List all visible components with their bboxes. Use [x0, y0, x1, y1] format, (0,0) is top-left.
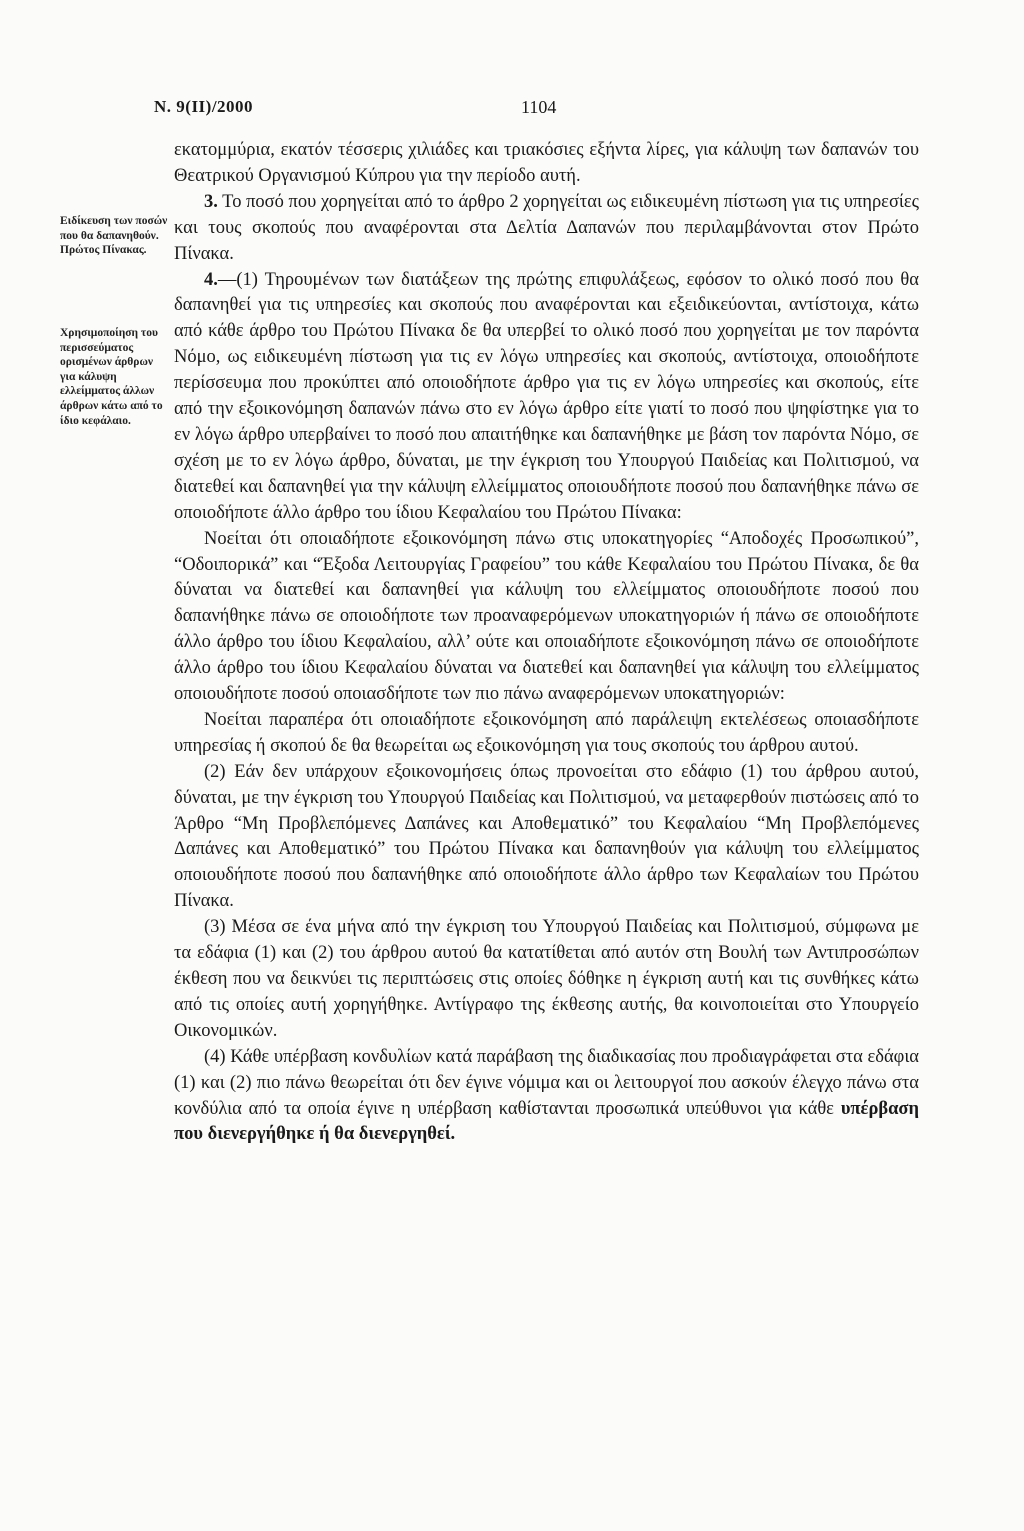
page-header	[154, 97, 574, 123]
article-4-subsection-2: (2) Εάν δεν υπάρχουν εξοικονομήσεις όπως προνοείται στο εδάφιο (1) του άρθρου αυτού, δύναται, με την έγκριση του Υπουργού Παιδείας και Πολιτισμού, να μεταφερθούν πιστώσεις από το Άρθρο “Μη Προβλεπόμενες Δαπάνες και Αποθεματικό” του Κεφαλαίου “Μη Προβλεπόμενες Δαπάνες και Αποθεματικό” του Πρώτου Πίνακα και δαπανηθούν για κάλυψη του ελλείμματος οποιουδήποτε ποσού που δαπανήθηκε από οποιοδήποτε άλλο άρθρο των Κεφαλαίων του Πρώτου Πίνακα.	[174, 761, 919, 912]
article-4-subsection-1	[174, 268, 919, 527]
article-4-subsection-4-bold-text: υπέρβαση που διενεργήθηκε ή θα διενεργηθεί.	[174, 1098, 919, 1145]
article-4-subsection-3: (3) Μέσα σε ένα μήνα από την έγκριση του Υπουργού Παιδείας και Πολιτισμού, σύμφωνα με τα εδάφια (1) και (2) του άρθρου αυτού θα κατατίθεται από αυτόν στη Βουλή των Αντιπροσώπων έκθεση που να δεικνύει τις περιπτώσεις στις οποίες δόθηκε η έγκριση αυτή και τις συνθήκες κάτω από τις οποίες αυτή χορηγήθηκε. Αντίγραφο της έκθεσης αυτής, θα κοινοποιείται στο Υπουργείο Οικονομικών.	[174, 917, 919, 1041]
article-4-subsection-4-text: (4) Κάθε υπέρβαση κονδυλίων κατά παράβαση της διαδικασίας που προδιαγράφεται στα εδάφια (1) και (2) πιο πάνω θεωρείται ότι δεν έγινε νόμιμα και οι λειτουργοί που ασκούν έλεγχο πάνω στα κονδύλια από τα οποία έγινε η υπέρβαση καθίστανται προσωπικά υπεύθυνοι για κάθε	[174, 1046, 919, 1119]
article-4-proviso-2: Νοείται παραπέρα ότι οποιαδήποτε εξοικονόμηση από παράλειψη εκτελέσεως οποιασδήποτε υπηρεσίας ή σκοπού δε θα θεωρείται ως εξοικονόμηση για τους σκοπούς του άρθρου αυτού.	[174, 709, 919, 756]
page-number: 1104	[521, 97, 557, 117]
article-3-text: Το ποσό που χορηγείται από το άρθρο 2 χορηγείται ως ειδικευμένη πίστωση για τις υπηρεσίες και τους σκοπούς που αναφέρονται στα Δελτία Δαπανών που περιλαμβάνονται στον Πρώτο Πίνακα.	[174, 191, 919, 264]
article-4-subsection-4	[174, 1045, 919, 1149]
article-4-subsection-1-text: —(1) Τηρουμένων των διατάξεων της πρώτης επιφυλάξεως, εφόσον το ολικό ποσό που θα δαπανηθεί για τις υπηρεσίες και σκοπούς που αναφέρονται και εξειδικεύονται, αντίστοιχα, κάτω από κάθε άρθρο του Πρώτου Πίνακα δε θα υπερβεί το ολικό ποσό που χορηγείται με τον παρόντα Νόμο, ως ειδικευμένη πίστωση για τις εν λόγω υπηρεσίες και σκοπούς, αντίστοιχα, οποιοδήποτε περίσσευμα που προκύπτει από οποιοδήποτε άρθρο για τις εν λόγω υπηρεσίες και σκοπούς, είτε από την εξοικονόμηση δαπανών πάνω στο εν λόγω άρθρο είτε γιατί το ποσό που ψηφίστηκε για το εν λόγω άρθρο υπερβαίνει το ποσό που απαιτήθηκε και δαπανήθηκε με βάση τον παρόντα Νόμο, σε σχέση με το εν λόγω άρθρο, δύναται, με την έγκριση του Υπουργού Παιδείας και Πολιτισμού, να διατεθεί και δαπανηθεί για την κάλυψη ελλείμματος οποιουδήποτε ποσού που δαπανήθηκε πάνω σε οποιοδήποτε άλλο άρθρο του ίδιου Κεφαλαίου του Πρώτου Πίνακα:	[174, 269, 919, 523]
article-4-number: 4.	[204, 269, 218, 290]
article-3-paragraph	[174, 190, 919, 268]
article-3-number: 3.	[204, 191, 218, 212]
margin-note-article-3: Ειδίκευση των ποσών που θα δαπανηθούν. Πρώτος Πίνακας.	[60, 215, 168, 257]
body-text	[174, 138, 919, 1148]
law-number: Ν. 9(ΙΙ)/2000	[154, 97, 254, 116]
margin-note-article-4: Χρησιμοποίηση του περισσεύματος ορισμένων άρθρων για κάλυψη ελλείμματος άλλων άρθρων κάτω από το ίδιο κεφάλαιο.	[60, 327, 163, 427]
intro-paragraph: εκατομμύρια, εκατόν τέσσερις χιλιάδες και τριακόσιες εξήντα λίρες, για κάλυψη των δαπανών του Θεατρικού Οργανισμού Κύπρου για την περίοδο αυτή.	[174, 140, 919, 186]
article-4-proviso-1: Νοείται ότι οποιαδήποτε εξοικονόμηση πάνω στις υποκατηγορίες “Αποδοχές Προσωπικού”, “Οδοιπορικά” και “Έξοδα Λειτουργίας Γραφείου” του κάθε Κεφαλαίου του Πρώτου Πίνακα, δε θα δύναται να διατεθεί και δαπανηθεί για κάλυψη του ελλείμματος οποιουδήποτε ποσού που δαπανήθηκε πάνω σε οποιοδήποτε των προαναφερόμενων υποκατηγοριών ή πάνω σε οποιοδήποτε άλλο άρθρο του ίδιου Κεφαλαίου, αλλ’ ούτε και οποιαδήποτε εξοικονόμηση πάνω σε οποιοδήποτε άλλο άρθρο του ίδιου Κεφαλαίου δύναται να διατεθεί και δαπανηθεί για κάλυψη του ελλείμματος οποιουδήποτε ποσού οποιασδήποτε των πιο πάνω αναφερόμενων υποκατηγοριών:	[174, 528, 919, 705]
